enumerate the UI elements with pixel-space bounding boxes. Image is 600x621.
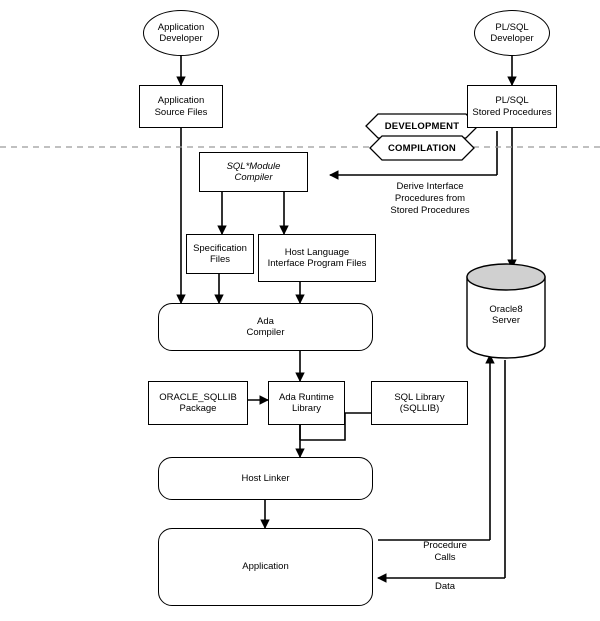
- annotation-procedure-calls-text: Procedure Calls: [423, 540, 467, 563]
- node-ada-compiler-label: Ada Compiler: [246, 315, 285, 338]
- node-ada-runtime-library[interactable]: [268, 381, 345, 425]
- node-application[interactable]: [158, 528, 373, 606]
- node-application-label: Application: [242, 561, 289, 573]
- annotation-procedure-calls: [398, 540, 492, 564]
- node-specification-files[interactable]: [186, 234, 254, 274]
- node-plsql-stored-procedures[interactable]: [467, 85, 557, 128]
- annotation-data-text: Data: [434, 581, 456, 592]
- node-sql-library[interactable]: [371, 381, 468, 425]
- node-host-linker[interactable]: [158, 457, 373, 500]
- band-label-development: [366, 114, 478, 138]
- band-label-development-text: DEVELOPMENT: [384, 120, 460, 132]
- band-label-compilation-text: COMPILATION: [388, 142, 456, 154]
- node-application-developer[interactable]: [143, 10, 219, 56]
- node-sql-library-label: SQL Library (SQLLIB): [394, 391, 445, 414]
- node-application-source-files-label: Application Source Files: [154, 95, 208, 118]
- node-ada-compiler[interactable]: [158, 303, 373, 351]
- node-oracle8-server-label: Oracle8 Server: [489, 303, 523, 326]
- node-oracle-sqllib-package[interactable]: [148, 381, 248, 425]
- node-application-developer-label: Application Developer: [157, 21, 205, 44]
- node-plsql-developer[interactable]: [474, 10, 550, 56]
- node-sql-module-compiler-label: SQL*Module Compiler: [226, 160, 281, 183]
- node-specification-files-label: Specification Files: [193, 242, 247, 265]
- node-plsql-stored-procedures-label: PL/SQL Stored Procedures: [472, 95, 552, 118]
- node-plsql-developer-label: PL/SQL Developer: [490, 21, 534, 44]
- annotation-derive-interface-text: Derive Interface Procedures from Stored Procedures: [390, 181, 470, 216]
- annotation-derive-interface: [360, 181, 500, 217]
- node-ada-runtime-library-label: Ada Runtime Library: [279, 391, 334, 414]
- node-host-language-interface-program-files[interactable]: [258, 234, 376, 282]
- node-host-language-interface-program-files-label: Host Language Interface Program Files: [267, 246, 367, 269]
- annotation-data: [410, 581, 480, 593]
- band-label-compilation: [370, 136, 474, 160]
- node-oracle8-server[interactable]: [467, 290, 545, 340]
- node-oracle-sqllib-package-label: ORACLE_SQLLIB Package: [159, 391, 237, 414]
- node-sql-module-compiler[interactable]: [199, 152, 308, 192]
- node-host-linker-label: Host Linker: [241, 472, 290, 484]
- node-application-source-files[interactable]: [139, 85, 223, 128]
